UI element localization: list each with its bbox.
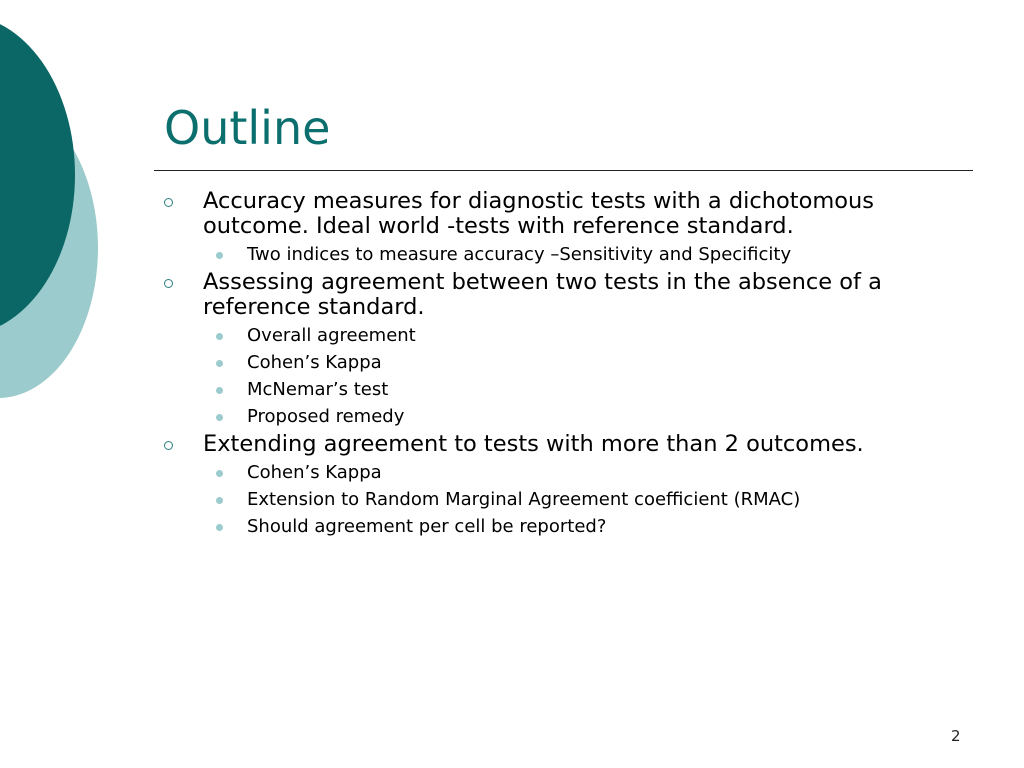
bullet-item [162,432,962,457]
dot-bullet-icon [216,497,223,504]
dot-bullet-icon [216,333,223,340]
ring-bullet-icon [164,279,173,288]
bullet-text: Extending agreement to tests with more than 2 outcomes. [203,431,864,457]
sub-bullet-list [162,241,962,268]
sub-bullet-item [162,241,962,268]
sub-bullet-item [162,486,962,513]
dot-bullet-icon [216,524,223,531]
sub-bullet-item [162,513,962,540]
dot-bullet-icon [216,414,223,421]
sub-bullet-text: Should agreement per cell be reported? [247,516,607,537]
dot-bullet-icon [216,252,223,259]
sub-bullet-item [162,459,962,486]
sub-bullet-item [162,322,962,349]
sub-bullet-text: Cohen’s Kappa [247,462,382,483]
title-divider [154,170,973,171]
sub-bullet-list [162,322,962,430]
sub-bullet-item [162,376,962,403]
bullet-text: Accuracy measures for diagnostic tests with a dichotomous outcome. Ideal world -tests with reference standard. [203,188,875,239]
slide-title: Outline [164,101,331,155]
sub-bullet-list [162,459,962,540]
bullet-item [162,270,962,320]
sub-bullet-item [162,403,962,430]
sub-bullet-text: Proposed remedy [247,406,405,427]
sub-bullet-item [162,349,962,376]
sub-bullet-text: Overall agreement [247,325,416,346]
bullet-text: Assessing agreement between two tests in the absence of a reference standard. [203,269,882,320]
sub-bullet-text: Cohen’s Kappa [247,352,382,373]
ring-bullet-icon [164,441,173,450]
dot-bullet-icon [216,387,223,394]
sub-bullet-text: Extension to Random Marginal Agreement coefficient (RMAC) [247,489,801,510]
ring-bullet-icon [164,198,173,207]
dot-bullet-icon [216,360,223,367]
page-number: 2 [951,727,961,745]
bullet-list [162,189,962,542]
sub-bullet-text: Two indices to measure accuracy –Sensitivity and Specificity [247,244,792,265]
dot-bullet-icon [216,470,223,477]
bullet-item [162,189,962,239]
sub-bullet-text: McNemar’s test [247,379,389,400]
